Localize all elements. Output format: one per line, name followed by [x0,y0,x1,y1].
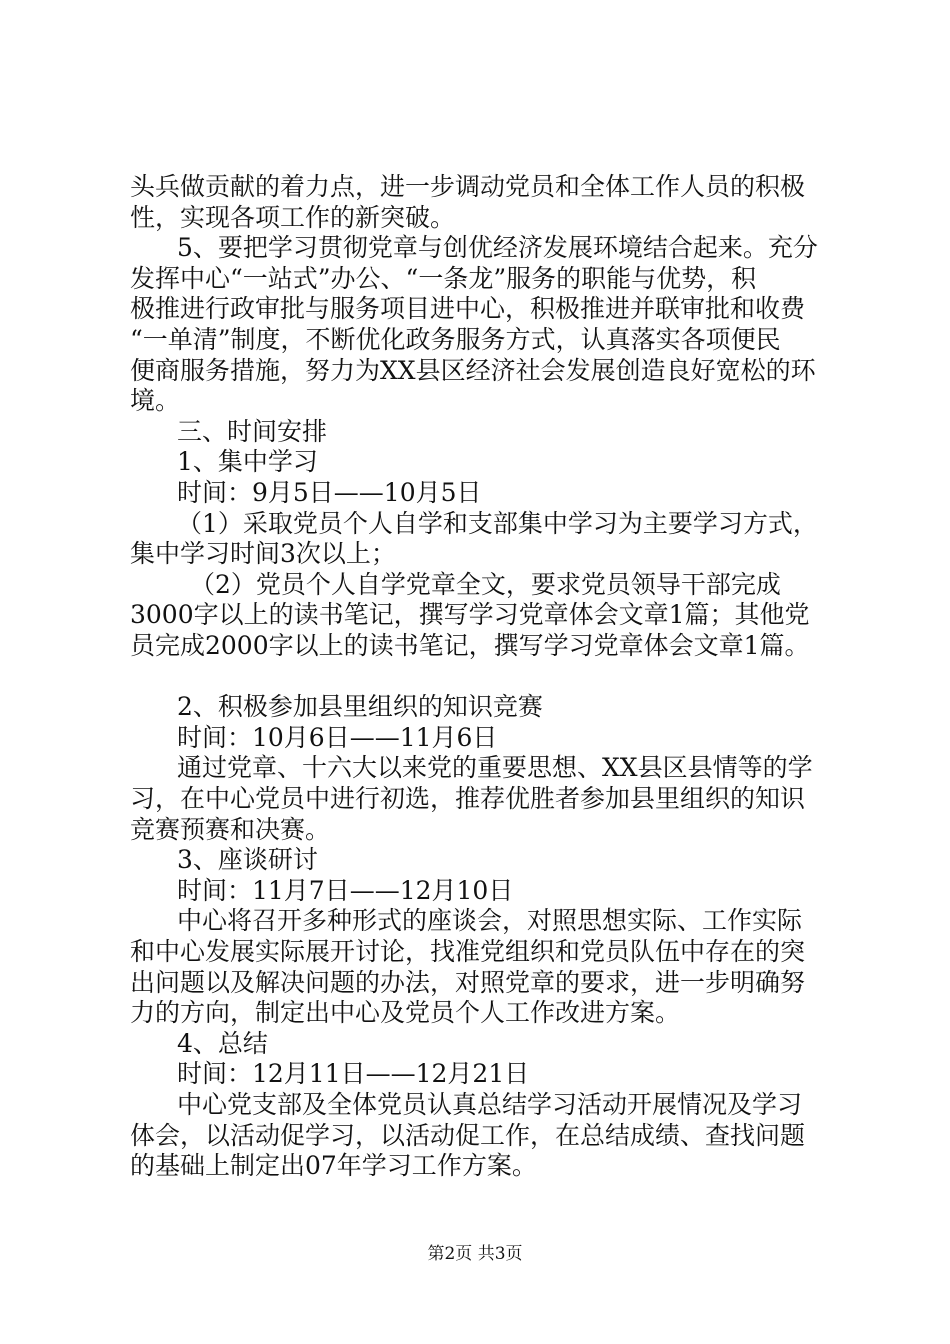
body-line: “一单清”制度，不断优化政务服务方式，认真落实各项便民 [130,325,781,354]
body-line: （1）采取党员个人自学和支部集中学习为主要学习方式， [177,509,818,538]
time-line: 时间：12月11日——12月21日 [177,1059,530,1088]
body-line: 便商服务措施，努力为XX县区经济社会发展创造良好宽松的环 [130,356,816,385]
time-line: 时间：10月6日——11月6日 [177,723,498,752]
body-line: 3000字以上的读书笔记，撰写学习党章体会文章1篇；其他党 [130,600,810,629]
body-line: 竞赛预赛和决赛。 [130,815,331,844]
body-line: 通过党章、十六大以来党的重要思想、XX县区县情等的学 [177,753,813,782]
body-line: 和中心发展实际展开讨论，找准党组织和党员队伍中存在的突 [130,937,806,966]
body-line: 中心将召开多种形式的座谈会，对照思想实际、工作实际 [177,906,803,935]
body-line: 5、要把学习贯彻党章与创优经济发展环境结合起来。充分 [177,233,818,262]
body-line: 集中学习时间3次以上； [130,539,396,568]
body-line: 的基础上制定出07年学习工作方案。 [130,1151,537,1180]
time-line: 时间：11月7日——12月10日 [177,876,514,905]
page-footer: 第2页 共3页 [427,1244,523,1264]
body-line: 员完成2000字以上的读书笔记，撰写学习党章体会文章1篇。 [130,631,810,660]
body-line: 性，实现各项工作的新突破。 [130,203,456,232]
body-line: 中心党支部及全体党员认真总结学习活动开展情况及学习 [177,1090,803,1119]
body-line: 发挥中心“一站式”办公、“一条龙”服务的职能与优势，积 [130,264,757,293]
time-line: 时间：9月5日——10月5日 [177,478,482,507]
subsection-heading: 3、座谈研讨 [177,845,318,874]
subsection-heading: 1、集中学习 [177,447,318,476]
body-line: 头兵做贡献的着力点，进一步调动党员和全体工作人员的积极 [130,172,806,201]
subsection-heading: 2、积极参加县里组织的知识竞赛 [177,692,543,721]
body-line: 习，在中心党员中进行初选，推荐优胜者参加县里组织的知识 [130,784,806,813]
body-line: 境。 [130,386,181,415]
body-line: 力的方向，制定出中心及党员个人工作改进方案。 [130,998,681,1027]
body-line: 出问题以及解决问题的办法，对照党章的要求，进一步明确努 [130,968,806,997]
section-heading: 三、时间安排 [177,417,328,446]
body-line: 极推进行政审批与服务项目进中心，积极推进并联审批和收费 [130,294,806,323]
body-line: 体会，以活动促学习，以活动促工作，在总结成绩、查找问题 [130,1121,806,1150]
subsection-heading: 4、总结 [177,1029,268,1058]
body-line: （2）党员个人自学党章全文，要求党员领导干部完成 [190,570,781,599]
